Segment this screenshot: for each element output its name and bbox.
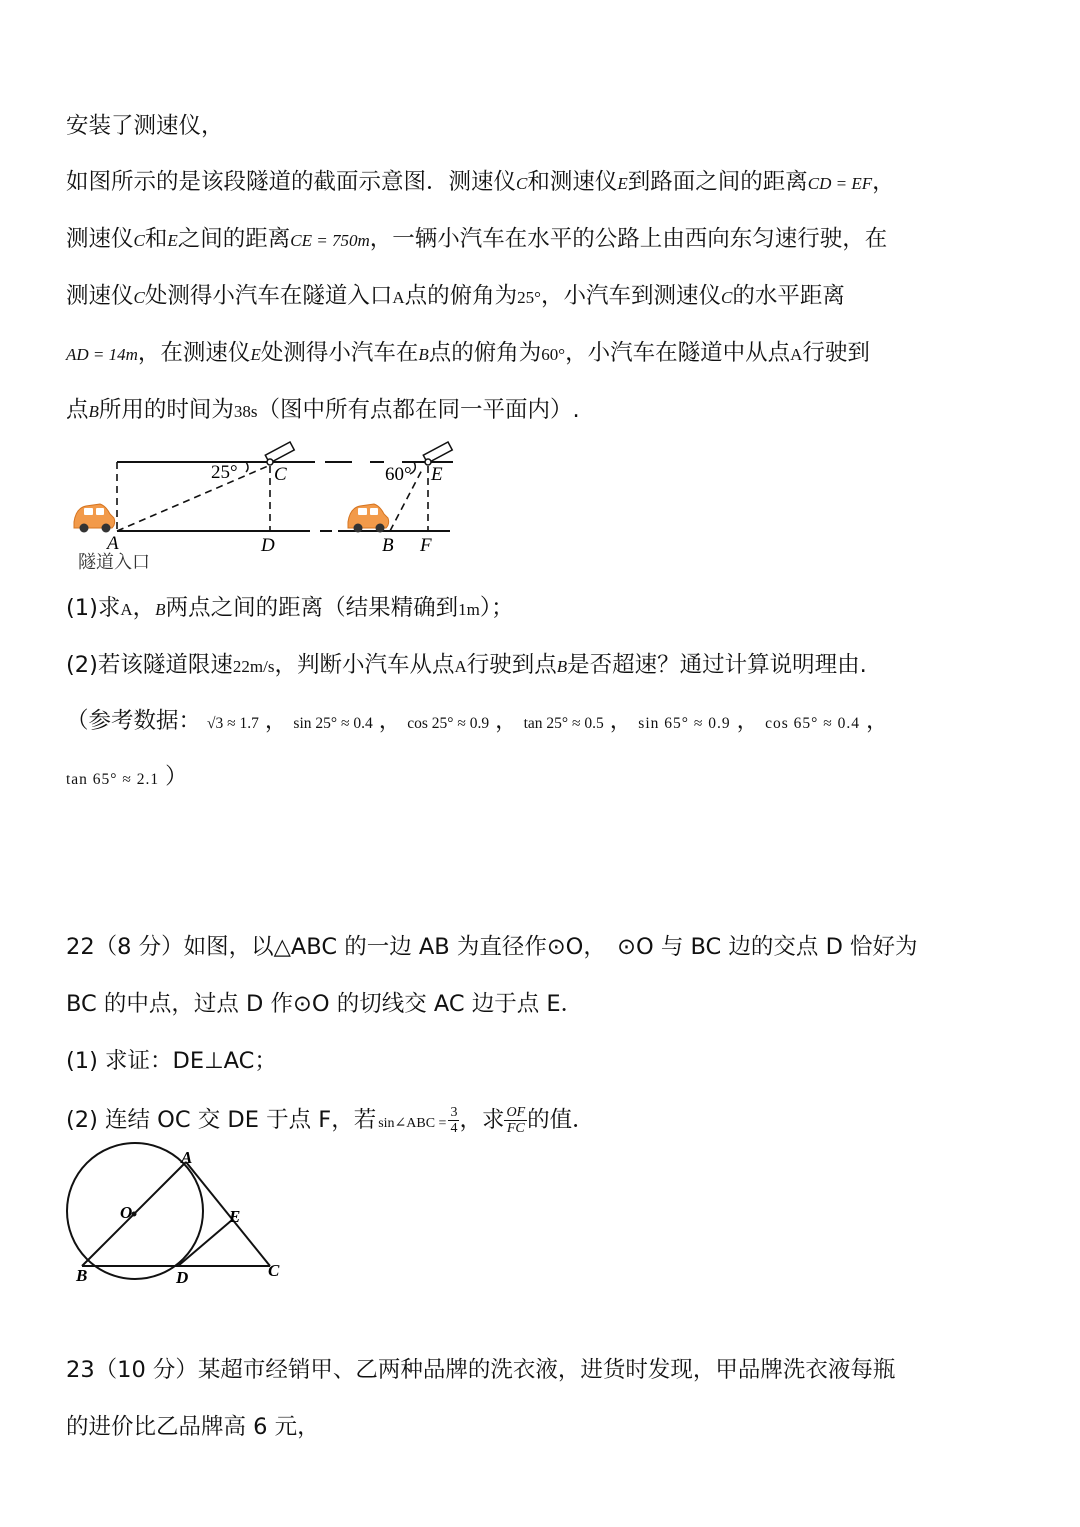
fraction-sin-value: $\frac{3}{4}$ bbox=[450, 1105, 458, 1136]
label-E: E bbox=[229, 1207, 241, 1226]
q21-line-2: 测速仪C和E之间的距离CE = 750m，一辆小汽车在水平的公路上由西向东匀速行驶，在 bbox=[66, 226, 888, 252]
q22-line-1: 22（8 分）如图，以△ABC 的一边 AB 为直径作⊙O， ⊙O 与 BC 边的交点 D 恰好为 bbox=[66, 934, 918, 960]
q21-reference-data-cont: tan 65° ≈ 2.1 ） bbox=[66, 764, 188, 790]
q21-line-4: AD = 14m，在测速仪E处测得小汽车在B点的俯角为60°，小汽车在隧道中从点A行驶到 bbox=[66, 340, 870, 366]
label-C: C bbox=[268, 1261, 280, 1280]
q23-line-2: 的进价比乙品牌高 6 元， bbox=[66, 1414, 320, 1440]
angle-arc-25 bbox=[246, 462, 248, 472]
q22-line-2: BC 的中点，过点 D 作⊙O 的切线交 AC 边于点 E． bbox=[66, 991, 584, 1017]
label-E: E bbox=[431, 464, 443, 485]
label-D: D bbox=[261, 535, 275, 556]
q21-part-2: (2)若该隧道限速22m/s，判断小汽车从点A行驶到点B是否超速？通过计算说明理由. bbox=[66, 652, 867, 678]
fraction-OF-FC: $\frac{OF}{FC}$ bbox=[506, 1105, 526, 1136]
q21-part-1: (1)求A，B两点之间的距离（结果精确到1m）； bbox=[66, 595, 514, 621]
q22-part-1: (1) 求证：DE⊥AC； bbox=[66, 1048, 277, 1074]
q21-reference-data: （参考数据： √3 ≈ 1.7 ， sin 25° ≈ 0.4 ， cos 25° ≈ 0.9 ， tan 25° ≈ 0.5 ， sin 65° ≈ 0.9 ， cos 65° ≈ 0.4 ， bbox=[66, 708, 889, 734]
label-B: B bbox=[76, 1266, 88, 1285]
label-F: F bbox=[420, 535, 432, 556]
q21-line-0: 安装了测速仪， bbox=[66, 113, 224, 139]
label-angle-25: 25° bbox=[211, 462, 238, 483]
label-C: C bbox=[274, 464, 287, 485]
label-O: O bbox=[120, 1203, 133, 1222]
q23-line-1: 23（10 分）某超市经销甲、乙两种品牌的洗衣液，进货时发现，甲品牌洗衣液每瓶 bbox=[66, 1357, 896, 1383]
circle-figure bbox=[60, 1148, 300, 1288]
q22-part-2: (2) 连结 OC 交 DE 于点 F，若 sin∠ABC = $\frac{3}{4}$ ，求 $\frac{OF}{FC}$ 的值． bbox=[66, 1105, 595, 1136]
label-A: A bbox=[107, 533, 119, 554]
segment-DE bbox=[178, 1220, 232, 1266]
car-icon-A bbox=[74, 504, 115, 533]
tunnel-figure bbox=[60, 444, 480, 574]
label-angle-60: 60° bbox=[385, 464, 412, 485]
line-AC bbox=[117, 466, 268, 531]
label-B: B bbox=[382, 535, 394, 556]
car-icon-B bbox=[348, 504, 389, 533]
label-tunnel-entrance: 隧道入口 bbox=[78, 552, 150, 572]
label-D: D bbox=[176, 1268, 189, 1287]
label-A: A bbox=[181, 1148, 193, 1167]
q21-line-1: 如图所示的是该段隧道的截面示意图．测速仪C和测速仪E到路面之间的距离CD = EF， bbox=[66, 169, 895, 195]
q21-line-5: 点B所用的时间为38s（图中所有点都在同一平面内）. bbox=[66, 397, 580, 423]
q21-line-3: 测速仪C处测得小汽车在隧道入口A点的俯角为25°，小汽车到测速仪C的水平距离 bbox=[66, 283, 845, 309]
segment-AC bbox=[186, 1162, 270, 1266]
